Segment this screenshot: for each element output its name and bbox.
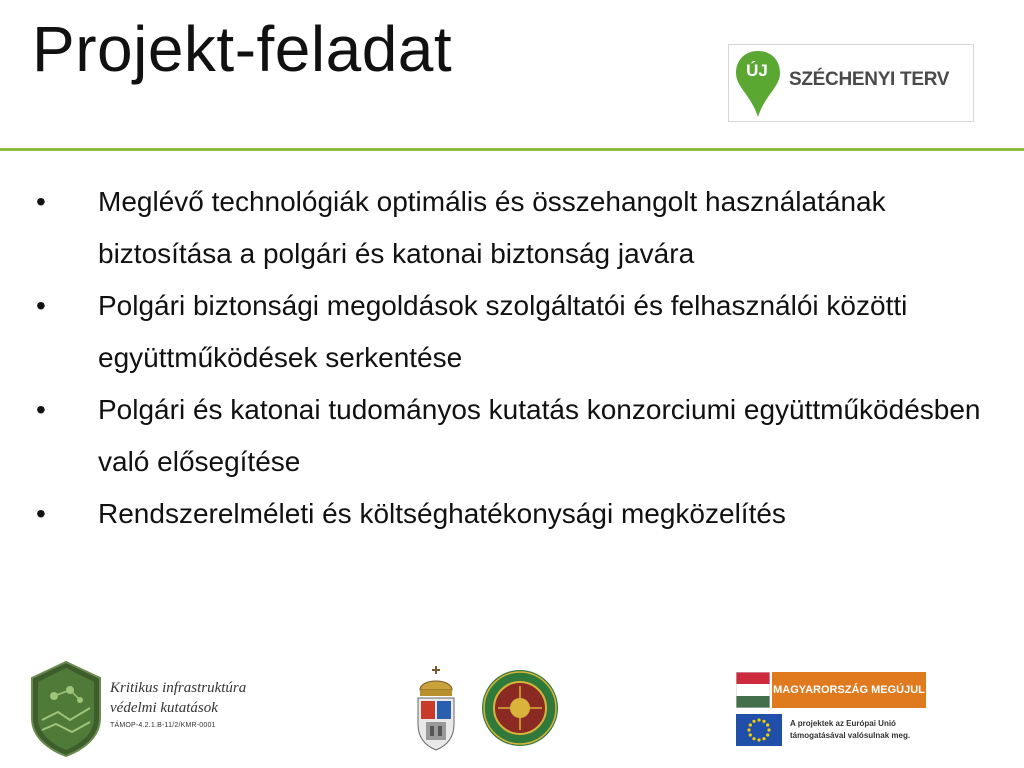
bullet-text: Rendszerelméleti és költséghatékonysági megközelítés [98, 498, 786, 529]
bullet-text: Polgári biztonsági megoldások szolgáltatói és felhasználói közötti együttműködések serkentése [98, 290, 908, 373]
title-divider [0, 148, 1024, 151]
list-item [36, 176, 1006, 280]
university-crest-icon [412, 664, 460, 752]
kik-title-line2: védelmi kutatások [110, 700, 218, 716]
list-item [36, 384, 1006, 488]
eu-support-line2: támogatásával valósulnak meg. [790, 731, 911, 740]
kik-project-code: TÁMOP-4.2.1.B-11/2/KMR-0001 [110, 722, 216, 729]
eu-support-notice [736, 714, 966, 748]
list-item [36, 280, 1006, 384]
szechenyi-text: SZÉCHENYI TERV [789, 69, 950, 90]
eu-support-text [790, 718, 970, 742]
szechenyi-logo [728, 44, 974, 122]
list-item [36, 488, 1006, 540]
bullet-text: Meglévő technológiák optimális és összehangolt használatának biztosítása a polgári és katonai biztonság javára [98, 186, 886, 269]
seal-emblem-icon [480, 668, 560, 748]
szechenyi-prefix: ÚJ [746, 61, 768, 80]
magyarorszag-megujul-text: MAGYARORSZÁG MEGÚJUL [772, 672, 926, 708]
bullet-marker: • [36, 394, 46, 425]
bullet-text: Polgári és katonai tudományos kutatás konzorciumi együttműködésben való elősegítése [98, 394, 981, 477]
location-pin-icon [733, 49, 783, 119]
kik-logo [30, 660, 280, 758]
kik-title-line1: Kritikus infrastruktúra [110, 680, 247, 696]
bullet-marker: • [36, 290, 46, 321]
page-title: Projekt-feladat [32, 13, 453, 85]
magyarorszag-megujul-banner [736, 672, 926, 708]
eu-flag-icon [736, 714, 782, 746]
shield-icon [30, 660, 102, 758]
bullet-marker: • [36, 498, 46, 529]
kik-title [110, 678, 246, 718]
hungarian-flag-icon [736, 672, 770, 708]
bullet-list [36, 176, 1006, 540]
eu-support-line1: A projektek az Európai Unió [790, 719, 896, 728]
bullet-marker: • [36, 186, 46, 217]
